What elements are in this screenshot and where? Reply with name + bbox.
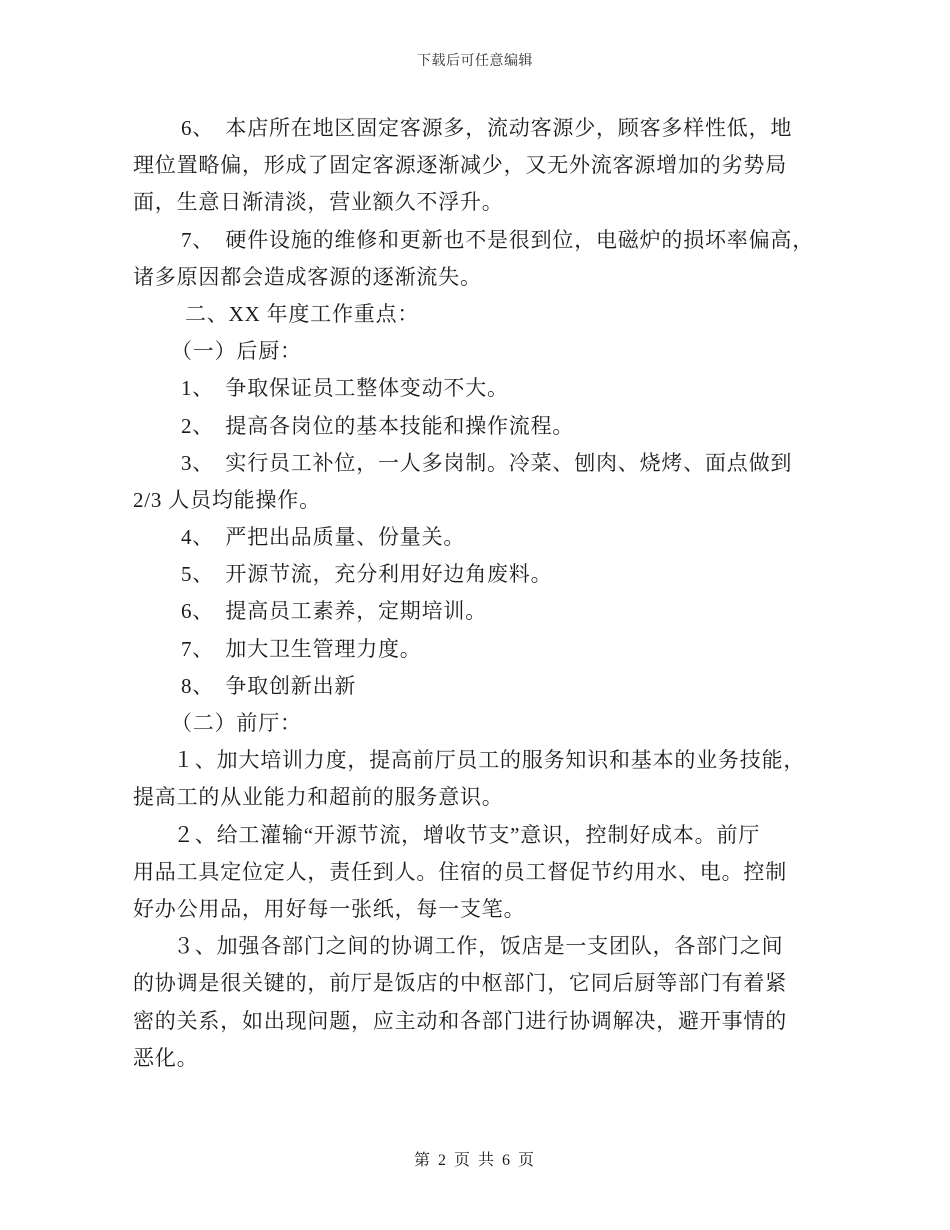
doc-line: 密的关系，如出现问题，应主动和各部门进行协调解决，避开事情的 bbox=[133, 1008, 787, 1033]
doc-line: １、加大培训力度，提高前厅员工的服务知识和基本的业务技能， bbox=[173, 748, 806, 773]
doc-line: 8、 争取创新出新 bbox=[181, 673, 357, 698]
doc-line: 提高工的从业能力和超前的服务意识。 bbox=[133, 785, 504, 810]
doc-line: 7、 加大卫生管理力度。 bbox=[181, 636, 422, 661]
doc-line: 1、 争取保证员工整体变动不大。 bbox=[181, 376, 509, 401]
doc-line: 恶化。 bbox=[133, 1045, 199, 1070]
doc-line: 4、 严把出品质量、份量关。 bbox=[181, 525, 466, 550]
doc-line: 诸多原因都会造成客源的逐渐流失。 bbox=[133, 264, 482, 289]
doc-line: 2/3 人员均能操作。 bbox=[133, 487, 321, 512]
doc-line: 6、 本店所在地区固定客源多，流动客源少，顾客多样性低，地 bbox=[181, 116, 793, 140]
doc-line: 理位置略偏，形成了固定客源逐渐减少，又无外流客源增加的劣势局 bbox=[133, 153, 787, 178]
doc-subsection-heading: （二）前厅： bbox=[171, 711, 302, 735]
doc-line: 面，生意日渐清淡，营业额久不浮升。 bbox=[133, 190, 504, 215]
doc-line: 6、 提高员工素养，定期培训。 bbox=[181, 599, 487, 624]
footer-page-indicator: 第 2 页 共 6 页 bbox=[413, 1152, 536, 1169]
doc-line: 2、 提高各岗位的基本技能和操作流程。 bbox=[181, 413, 575, 438]
doc-line: 好办公用品，用好每一张纸，每一支笔。 bbox=[133, 896, 526, 921]
doc-line: 的协调是很关键的，前厅是饭店的中枢部门，它同后厨等部门有着紧 bbox=[133, 971, 787, 996]
doc-line: 用品工具定位定人，责任到人。住宿的员工督促节约用水、电。控制 bbox=[133, 859, 787, 884]
doc-section-heading: 二、XX 年度工作重点： bbox=[185, 301, 420, 326]
header-watermark: 下载后可任意编辑 bbox=[417, 54, 533, 69]
doc-line: 7、 硬件设施的维修和更新也不是很到位，电磁炉的损坏率偏高， bbox=[181, 227, 814, 252]
document-body bbox=[133, 110, 833, 1077]
doc-line: 5、 开源节流，充分利用好边角废料。 bbox=[181, 562, 553, 587]
doc-line: ３、加强各部门之间的协调工作，饭店是一支团队，各部门之间 bbox=[173, 934, 784, 959]
doc-subsection-heading: （一）后厨： bbox=[171, 339, 302, 364]
doc-line: 3、 实行员工补位，一人多岗制。冷菜、刨肉、烧烤、面点做到 bbox=[181, 450, 793, 475]
doc-line: ２、给工灌输“开源节流，增收节支”意识，控制好成本。前厅 bbox=[173, 822, 761, 847]
